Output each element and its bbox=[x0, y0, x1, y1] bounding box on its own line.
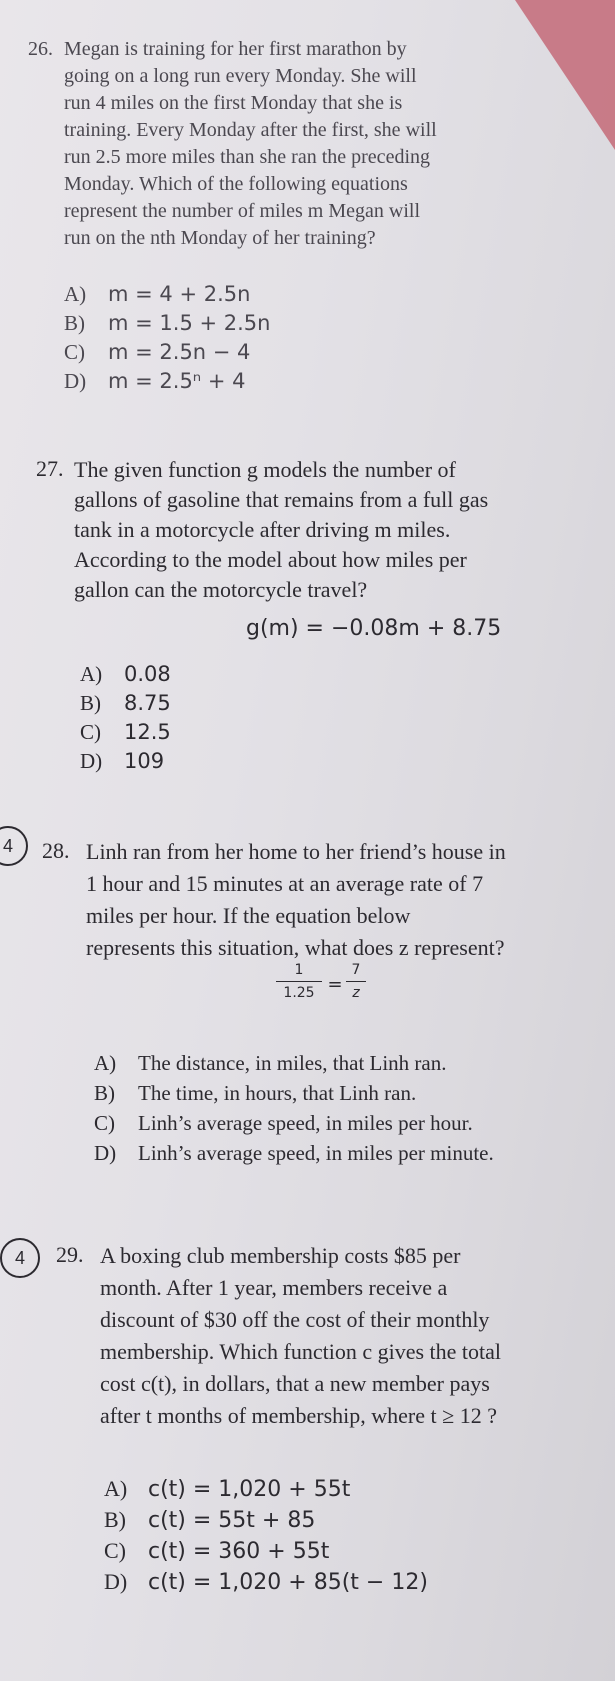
choice-c[interactable]: C) Linh’s average speed, in miles per hour. bbox=[94, 1111, 473, 1135]
choice-b[interactable]: B) c(t) = 55t + 85 bbox=[104, 1507, 316, 1533]
question-line: tank in a motorcycle after driving m miles. bbox=[74, 517, 451, 542]
question-line: Monday. Which of the following equations bbox=[64, 173, 408, 195]
question-line: Megan is training for her first marathon by bbox=[64, 38, 407, 60]
function-equation: g(m) = −0.08m + 8.75 bbox=[246, 616, 502, 641]
question-line: run on the nth Monday of her training? bbox=[64, 227, 376, 249]
question-line: month. After 1 year, members receive a bbox=[100, 1275, 448, 1300]
question-text bbox=[86, 836, 506, 964]
question-line: after t months of membership, where t ≥ 12 ? bbox=[100, 1403, 497, 1428]
question-line: membership. Which function c gives the total bbox=[100, 1339, 501, 1364]
question-line: gallons of gasoline that remains from a full gas bbox=[74, 487, 489, 512]
choice-b[interactable]: B) m = 1.5 + 2.5n bbox=[64, 311, 271, 335]
answer-choices bbox=[64, 280, 270, 396]
choice-d[interactable]: D) Linh’s average speed, in miles per minute. bbox=[94, 1141, 494, 1165]
question-number: 29. bbox=[56, 1242, 84, 1267]
corner-paper-fold bbox=[515, 0, 615, 150]
question-number: 28. bbox=[42, 838, 70, 863]
question-text bbox=[74, 455, 488, 605]
question-line: The given function g models the number of bbox=[74, 457, 456, 482]
equals-sign: = bbox=[327, 974, 343, 995]
choice-b[interactable]: B) 8.75 bbox=[80, 691, 171, 715]
question-number: 27. bbox=[36, 456, 64, 481]
fraction-bar bbox=[346, 981, 366, 982]
denominator: z bbox=[352, 985, 360, 1001]
question-line: According to the model about how miles per bbox=[74, 547, 467, 572]
question-line: miles per hour. If the equation below bbox=[86, 903, 411, 928]
question-number: 26. bbox=[28, 38, 53, 60]
choice-d[interactable]: D) c(t) = 1,020 + 85(t − 12) bbox=[104, 1569, 428, 1595]
choice-b[interactable]: B) The time, in hours, that Linh ran. bbox=[94, 1081, 417, 1105]
question-line: represents this situation, what does z represent? bbox=[86, 935, 505, 960]
answer-choices bbox=[104, 1474, 428, 1598]
choice-c[interactable]: C) 12.5 bbox=[80, 720, 171, 744]
question-line: discount of $30 off the cost of their monthly bbox=[100, 1307, 490, 1332]
question-line: represent the number of miles m Megan will bbox=[64, 200, 421, 222]
choice-a[interactable]: A) c(t) = 1,020 + 55t bbox=[104, 1476, 351, 1502]
numerator: 1 bbox=[294, 962, 304, 978]
choice-d[interactable]: D) m = 2.5ⁿ + 4 bbox=[64, 369, 246, 393]
choice-a[interactable]: A) 0.08 bbox=[80, 662, 171, 686]
question-text bbox=[100, 1240, 501, 1432]
question-line: cost c(t), in dollars, that a new member pays bbox=[100, 1371, 490, 1396]
question-line: run 2.5 more miles than she ran the preceding bbox=[64, 146, 430, 168]
question-line: gallon can the motorcycle travel? bbox=[74, 577, 368, 602]
numerator: 7 bbox=[351, 962, 361, 978]
fraction-right bbox=[346, 962, 366, 1001]
question-line: A boxing club membership costs $85 per bbox=[100, 1243, 461, 1268]
score-badge: 4 bbox=[0, 826, 28, 866]
question-text bbox=[64, 36, 437, 252]
choice-d[interactable]: D) 109 bbox=[80, 749, 165, 773]
choice-c[interactable]: C) m = 2.5n − 4 bbox=[64, 340, 251, 364]
question-line: Linh ran from her home to her friend’s house in bbox=[86, 839, 506, 864]
fraction-left bbox=[276, 962, 322, 1001]
answer-choices bbox=[94, 1048, 494, 1168]
question-line: 1 hour and 15 minutes at an average rate of 7 bbox=[86, 871, 484, 896]
choice-a[interactable]: A) m = 4 + 2.5n bbox=[64, 282, 251, 306]
question-line: run 4 miles on the first Monday that she is bbox=[64, 92, 403, 114]
choice-c[interactable]: C) c(t) = 360 + 55t bbox=[104, 1538, 330, 1564]
denominator: 1.25 bbox=[283, 985, 315, 1001]
answer-choices bbox=[80, 660, 171, 776]
question-line: training. Every Monday after the first, she will bbox=[64, 119, 437, 141]
fraction-bar bbox=[276, 981, 322, 982]
question-line: going on a long run every Monday. She will bbox=[64, 65, 417, 87]
score-badge: 4 bbox=[0, 1238, 40, 1278]
choice-a[interactable]: A) The distance, in miles, that Linh ran. bbox=[94, 1051, 447, 1075]
